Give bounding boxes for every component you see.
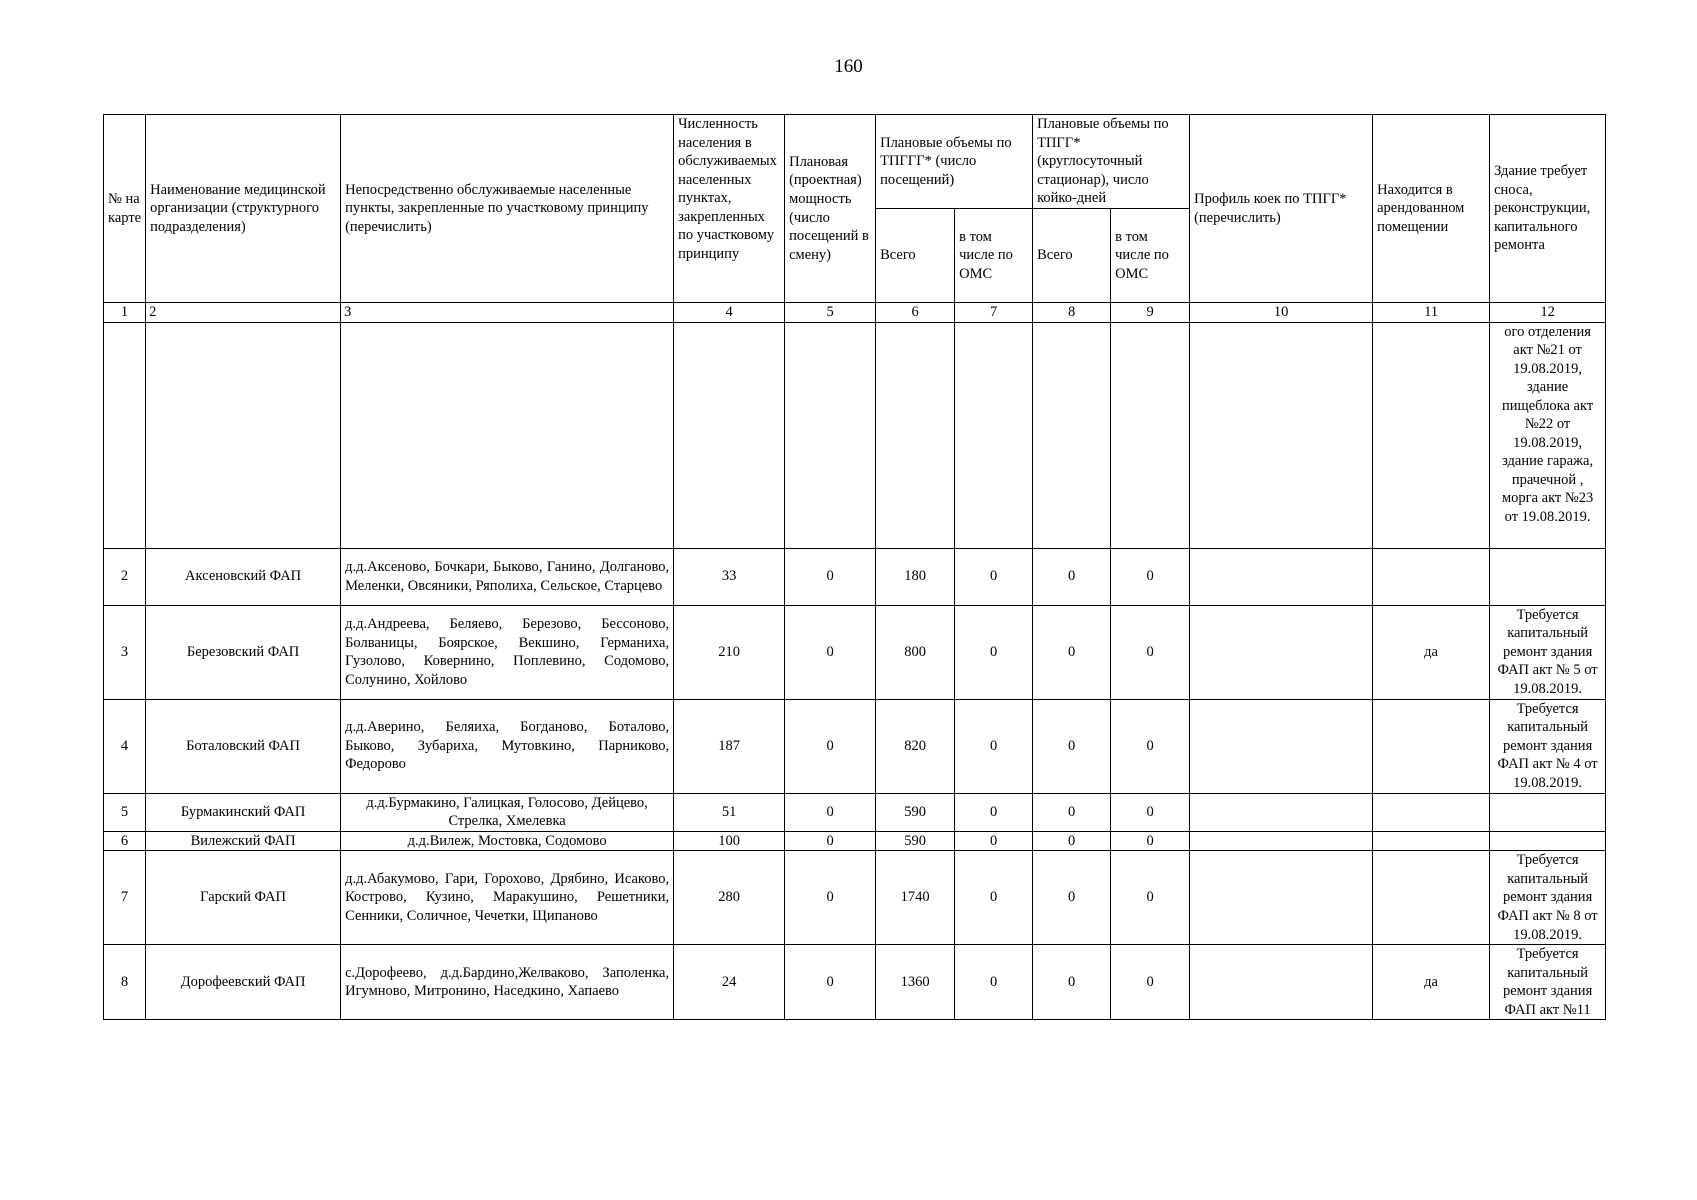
bed-profile-cell [1190, 831, 1373, 851]
beds-oms-cell: 0 [1111, 548, 1190, 605]
page-number: 160 [834, 56, 863, 77]
continuation-note: ого отделения акт №21 от 19.08.2019, здание пищеблока акт №22 от 19.08.2019, здание гаража, прачечной , морга акт №23 от 19.08.2019. [1490, 322, 1606, 548]
visits-oms-cell: 0 [955, 793, 1033, 831]
population-cell: 280 [674, 851, 785, 945]
row-number-cell: 2 [104, 548, 146, 605]
organization-name-cell: Аксеновский ФАП [146, 548, 341, 605]
beds-total-cell: 0 [1033, 945, 1111, 1020]
header-planned-visits: Плановые объемы по ТПГГГ* (число посещений) [876, 115, 1033, 209]
beds-oms-cell: 0 [1111, 831, 1190, 851]
column-number: 5 [785, 303, 876, 323]
population-cell: 187 [674, 699, 785, 793]
header-organization-name: Наименование медицинской организации (структурного подразделения) [146, 115, 341, 303]
header-planned-capacity: Плановая (проектная) мощность (число посещений в смену) [785, 115, 876, 303]
beds-total-cell: 0 [1033, 831, 1111, 851]
row-number-cell: 8 [104, 945, 146, 1020]
visits-oms-cell: 0 [955, 699, 1033, 793]
visits-total-cell: 1740 [876, 851, 955, 945]
settlements-cell: с.Дорофеево, д.д.Бардино,Желваково, Заполенка, Игумново, Митронино, Наседкино, Хапаево [341, 945, 674, 1020]
header-beds-total: Всего [1033, 209, 1111, 303]
column-number: 9 [1111, 303, 1190, 323]
column-number: 10 [1190, 303, 1373, 323]
bed-profile-cell [1190, 851, 1373, 945]
table-row [104, 605, 1606, 699]
building-repair-cell: Требуется капитальный ремонт здания ФАП акт № 5 от 19.08.2019. [1490, 605, 1606, 699]
rented-premises-cell: да [1373, 945, 1490, 1020]
settlements-cell: д.д.Аверино, Беляиха, Богданово, Боталово, Быково, Зубариха, Мутовкино, Парниково, Федорово [341, 699, 674, 793]
table-row [104, 945, 1606, 1020]
bed-profile-cell [1190, 945, 1373, 1020]
table-row [104, 793, 1606, 831]
bed-profile-cell [1190, 793, 1373, 831]
building-repair-cell: Требуется капитальный ремонт здания ФАП акт № 4 от 19.08.2019. [1490, 699, 1606, 793]
planned-capacity-cell: 0 [785, 851, 876, 945]
header-beds-oms: в том числе по ОМС [1111, 209, 1190, 303]
beds-oms-cell: 0 [1111, 699, 1190, 793]
planned-capacity-cell: 0 [785, 548, 876, 605]
medical-organizations-table [103, 114, 1606, 1020]
row-number-cell: 5 [104, 793, 146, 831]
beds-total-cell: 0 [1033, 605, 1111, 699]
column-number: 3 [341, 303, 674, 323]
bed-profile-cell [1190, 605, 1373, 699]
planned-capacity-cell: 0 [785, 793, 876, 831]
table-row [104, 831, 1606, 851]
beds-total-cell: 0 [1033, 793, 1111, 831]
building-repair-cell [1490, 548, 1606, 605]
population-cell: 210 [674, 605, 785, 699]
header-population: Численность населения в обслуживаемых населенных пунктах, закрепленных по участковому принципу [674, 115, 785, 303]
table-row [104, 548, 1606, 605]
planned-capacity-cell: 0 [785, 699, 876, 793]
column-number: 4 [674, 303, 785, 323]
column-number: 11 [1373, 303, 1490, 323]
settlements-cell: д.д.Андреева, Беляево, Березово, Бессоново, Болваницы, Боярское, Векшино, Германиха, Гузолово, Ковернино, Поплевино, Содомово, Солунино, Хойлово [341, 605, 674, 699]
header-rented-premises: Находится в арендованном помещении [1373, 115, 1490, 303]
rented-premises-cell: да [1373, 605, 1490, 699]
beds-oms-cell: 0 [1111, 945, 1190, 1020]
organization-name-cell: Боталовский ФАП [146, 699, 341, 793]
visits-oms-cell: 0 [955, 605, 1033, 699]
planned-capacity-cell: 0 [785, 945, 876, 1020]
beds-oms-cell: 0 [1111, 605, 1190, 699]
visits-oms-cell: 0 [955, 548, 1033, 605]
header-visits-total: Всего [876, 209, 955, 303]
header-visits-oms: в том числе по ОМС [955, 209, 1033, 303]
settlements-cell: д.д.Аксеново, Бочкари, Быково, Ганино, Долганово, Меленки, Овсяники, Ряполиха, Сельское, Старцево [341, 548, 674, 605]
population-cell: 24 [674, 945, 785, 1020]
population-cell: 33 [674, 548, 785, 605]
organization-name-cell: Бурмакинский ФАП [146, 793, 341, 831]
header-building-repair: Здание требует сноса, реконструкции, капитального ремонта [1490, 115, 1606, 303]
rented-premises-cell [1373, 831, 1490, 851]
planned-capacity-cell: 0 [785, 831, 876, 851]
building-repair-cell [1490, 793, 1606, 831]
building-repair-cell: Требуется капитальный ремонт здания ФАП акт №11 [1490, 945, 1606, 1020]
settlements-cell: д.д.Бурмакино, Галицкая, Голосово, Дейцево, Стрелка, Хмелевка [341, 793, 674, 831]
organization-name-cell: Дорофеевский ФАП [146, 945, 341, 1020]
beds-total-cell: 0 [1033, 699, 1111, 793]
visits-total-cell: 1360 [876, 945, 955, 1020]
visits-oms-cell: 0 [955, 851, 1033, 945]
column-number: 6 [876, 303, 955, 323]
settlements-cell: д.д.Вилеж, Мостовка, Содомово [341, 831, 674, 851]
building-repair-cell: Требуется капитальный ремонт здания ФАП акт № 8 от 19.08.2019. [1490, 851, 1606, 945]
settlements-cell: д.д.Абакумово, Гари, Горохово, Дрябино, Исаково, Кострово, Кузино, Маракушино, Решетники, Сенники, Соличное, Чечетки, Щипаново [341, 851, 674, 945]
rented-premises-cell [1373, 699, 1490, 793]
header-served-settlements: Непосредственно обслуживаемые населенные пункты, закрепленные по участковому принципу (перечислить) [341, 115, 674, 303]
row-number-cell: 7 [104, 851, 146, 945]
visits-total-cell: 820 [876, 699, 955, 793]
visits-total-cell: 590 [876, 831, 955, 851]
row-number-cell: 3 [104, 605, 146, 699]
beds-oms-cell: 0 [1111, 851, 1190, 945]
beds-total-cell: 0 [1033, 851, 1111, 945]
planned-capacity-cell: 0 [785, 605, 876, 699]
organization-name-cell: Гарский ФАП [146, 851, 341, 945]
header-map-number: № на карте [104, 115, 146, 303]
header-bed-profile: Профиль коек по ТПГГ* (перечислить) [1190, 115, 1373, 303]
rented-premises-cell [1373, 548, 1490, 605]
bed-profile-cell [1190, 548, 1373, 605]
row-number-cell: 6 [104, 831, 146, 851]
table-row [104, 699, 1606, 793]
column-number: 8 [1033, 303, 1111, 323]
organization-name-cell: Березовский ФАП [146, 605, 341, 699]
organization-name-cell: Вилежский ФАП [146, 831, 341, 851]
beds-oms-cell: 0 [1111, 793, 1190, 831]
building-repair-cell [1490, 831, 1606, 851]
bed-profile-cell [1190, 699, 1373, 793]
visits-total-cell: 180 [876, 548, 955, 605]
column-number: 7 [955, 303, 1033, 323]
population-cell: 100 [674, 831, 785, 851]
population-cell: 51 [674, 793, 785, 831]
visits-total-cell: 800 [876, 605, 955, 699]
beds-total-cell: 0 [1033, 548, 1111, 605]
rented-premises-cell [1373, 851, 1490, 945]
row-number-cell: 4 [104, 699, 146, 793]
table-row [104, 851, 1606, 945]
visits-total-cell: 590 [876, 793, 955, 831]
header-planned-bed-days: Плановые объемы по ТПГГ* (круглосуточный стационар), число койко-дней [1033, 115, 1190, 209]
column-number: 2 [146, 303, 341, 323]
rented-premises-cell [1373, 793, 1490, 831]
table-row-continuation [104, 322, 1606, 548]
visits-oms-cell: 0 [955, 831, 1033, 851]
column-number: 1 [104, 303, 146, 323]
visits-oms-cell: 0 [955, 945, 1033, 1020]
column-number: 12 [1490, 303, 1606, 323]
